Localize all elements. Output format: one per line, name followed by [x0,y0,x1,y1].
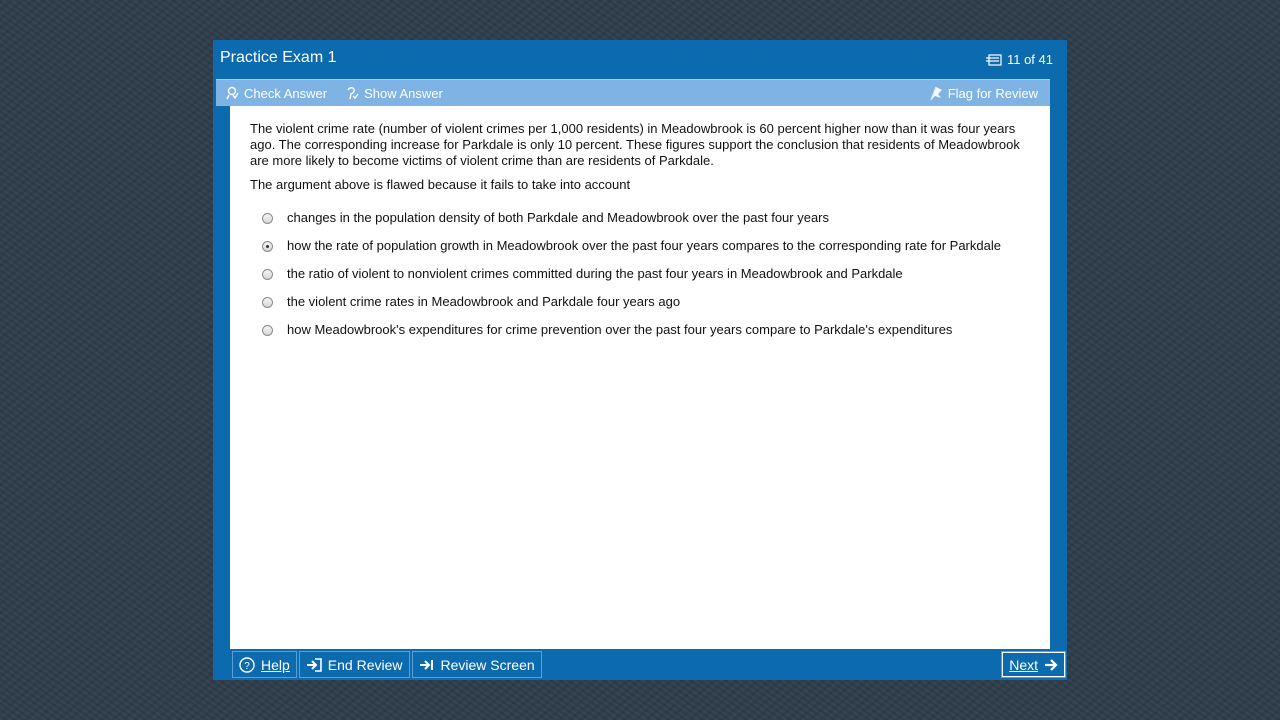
check-answer-label: Check Answer [244,85,328,101]
radio-button[interactable] [262,325,273,336]
answer-option-text: the violent crime rates in Meadowbrook and Parkdale four years ago [287,294,681,309]
next-button[interactable] [1002,652,1065,677]
review-screen-button[interactable] [412,651,542,678]
help-label: Help [261,656,290,673]
radio-button[interactable] [262,213,273,224]
show-answer-button[interactable] [336,80,452,106]
help-icon [239,657,255,673]
answer-option[interactable] [262,266,1022,282]
bottom-bar [230,649,1067,680]
question-panel [230,106,1050,649]
answer-option[interactable] [262,238,1022,254]
flag-for-review-button[interactable] [920,80,1050,106]
answer-option-text: how the rate of population growth in Meadowbrook over the past four years compares to the corresponding rate for Parkdale [287,238,1001,253]
arrow-right-icon [1044,658,1058,672]
exam-window [213,40,1067,680]
list-icon [986,54,1002,66]
show-answer-icon [345,86,359,100]
answer-option[interactable] [262,322,1022,338]
svg-text:?: ? [244,660,250,672]
flag-for-review-label: Flag for Review [947,85,1038,101]
answer-option-text: the ratio of violent to nonviolent crimes committed during the past four years in Meadowbrook and Parkdale [287,266,903,281]
show-answer-label: Show Answer [364,85,443,101]
radio-button-selected[interactable] [262,241,273,252]
check-answer-icon [225,86,239,100]
answer-option[interactable] [262,210,1022,226]
radio-button[interactable] [262,297,273,308]
end-review-icon [306,658,322,672]
answer-option-text: how Meadowbrook's expenditures for crime prevention over the past four years compare to Parkdale's expenditures [287,322,953,337]
flag-icon [929,86,943,101]
answer-option-text: changes in the population density of both Parkdale and Meadowbrook over the past four years [287,210,830,225]
question-passage: The violent crime rate (number of violent crimes per 1,000 residents) in Meadowbrook is 60 percent higher now than it was four years ago. The corresponding increase for Parkdale is only 10 percent. These figures support the conclusion that residents of Meadowbrook are more likely to become victims of violent crime than are residents of Parkdale. [250,121,1020,168]
check-answer-button[interactable] [216,80,336,106]
next-label: Next [1009,656,1038,673]
toolbar [216,79,1050,106]
review-screen-label: Review Screen [440,656,535,673]
help-button[interactable] [232,651,297,678]
question-counter [986,52,1053,67]
end-review-label: End Review [327,656,403,673]
radio-button[interactable] [262,269,273,280]
answer-option[interactable] [262,294,1022,310]
title-bar [213,40,1067,78]
end-review-button[interactable] [299,651,410,678]
answer-options [262,210,1022,350]
review-screen-icon [419,658,435,672]
question-stem: The argument above is flawed because it fails to take into account [250,177,631,192]
question-counter-text: 11 of 41 [1006,52,1053,67]
exam-title: Practice Exam 1 [220,49,337,66]
